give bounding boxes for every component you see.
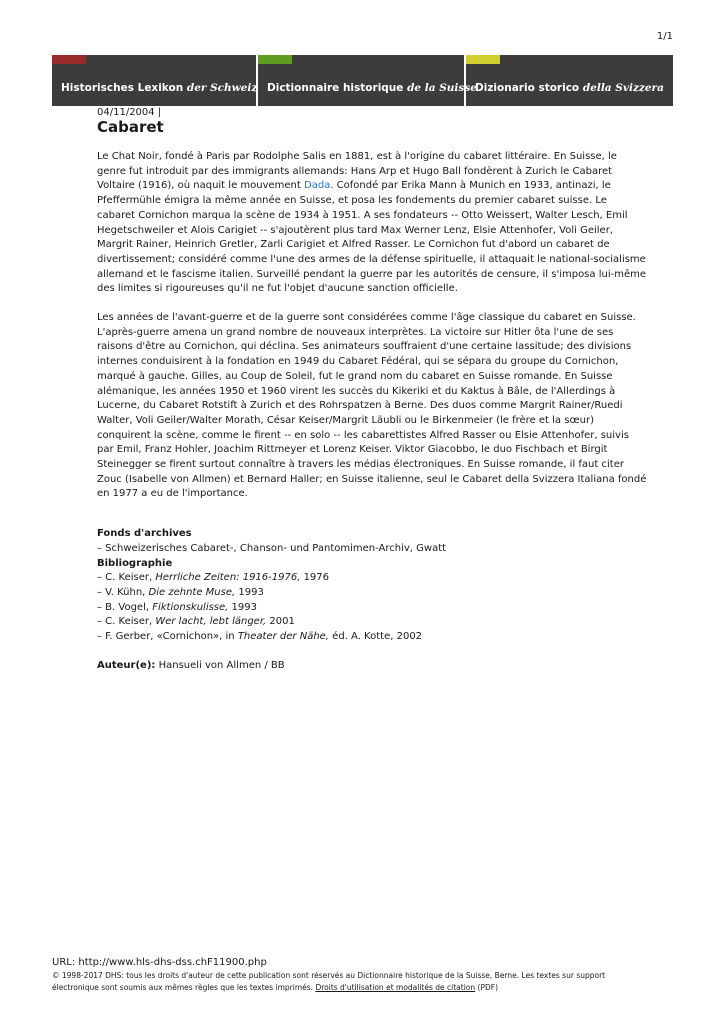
author-line [97,660,647,671]
article-title: Cabaret [97,118,164,136]
article-paragraph-1 [97,150,647,297]
archives-item: – Schweizerisches Cabaret-, Chanson- und Pantomimen-Archiv, Gwatt [97,542,447,554]
paragraph-text: Le Chat Noir, fondé à Paris par Rodolphe Salis en 1881, est à l'origine du cabaret littéraire. En Suisse, le genre fut introduit par des immigrants allemands: Hans Arp et Hugo Ball fondèrent à Zurich le Cabaret Voltaire (1916), où naquit le mouvement [97,151,617,192]
page-footer [52,957,612,993]
bibliography-item: – V. Kühn, Die zehnte Muse, 1993 [97,586,264,598]
site-banner [52,55,673,106]
footer-url: URL: http://www.hls-dhs-dss.chF11900.php [52,957,267,968]
banner-fr-stripe [258,55,292,64]
banner-fr-title: Dictionnaire historique de la Suisse [267,82,477,94]
page-number: 1/1 [656,31,673,42]
banner-it-title: Dizionario storico della Svizzera [475,82,664,94]
bibliography-heading: Bibliographie [97,557,173,569]
author-value: Hansueli von Allmen / BB [155,659,285,671]
bibliography-item: – B. Vogel, Fiktionskulisse, 1993 [97,601,257,613]
banner-de-title: Historisches Lexikon der Schweiz [61,82,258,94]
article-date: 04/11/2004 | [97,107,162,118]
footer-copyright: © 1998-2017 DHS: tous les droits d'auteur de cette publication sont réservés au Dictionnaire historique de la Suisse, Berne. Les textes sur support électronique sont soumis aux mêmes règles que les textes imprimés. Droits d'utilisation et modalités de citation (PDF) [52,971,606,992]
bibliography-item: – C. Keiser, Wer lacht, lebt länger, 2001 [97,616,295,628]
dada-link[interactable]: Dada [304,180,331,192]
citation-rules-link[interactable]: Droits d'utilisation et modalités de citation [315,982,476,992]
archives-heading: Fonds d'archives [97,528,192,540]
bibliography-item: – F. Gerber, «Cornichon», in Theater der Nähe, éd. A. Kotte, 2002 [97,631,423,643]
article [97,107,647,671]
references [97,527,647,645]
author-label: Auteur(e): [97,659,156,671]
article-paragraph-2: Les années de l'avant-guerre et de la guerre sont considérées comme l'âge classique du cabaret en Suisse. L'après-guerre amena un grand nombre de nouveaux interprètes. La victoire sur Hitler ôta l'une de ses raisons d'être au Cornichon, qui déclina. Ses animateurs souffraient d'une certaine lassitude; des divisions internes conduisirent à la fondation en 1949 du Cabaret Fédéral, qui se sépara du groupe du Cornichon, marqué à gauche. Gilles, au Coup de Soleil, fut le grand nom du cabaret en Suisse romande. En Suisse alémanique, les années 1950 et 1960 virent les succès du Kikeriki et du Kaktus à Bâle, de l'Allerdings à Lucerne, du Cabaret Rotstift à Zurich et des Rohrspatzen à Berne. Des duos comme Margrit Rainer/Ruedi Walter, Voli Geiler/Walter Morath, César Keiser/Margrit Läubli ou le Birkenmeier (le frère et la sœur) conquirent la scène, comme le firent -- en solo -- les cabarettistes Alfred Rasser ou Elsie Attenhofer, suivis par Emil, Franz Hohler, Joachim Rittmeyer et Lorenz Keiser. Viktor Giacobbo, le duo Fischbach et Birgit Steinegger se firent surtout connaître à travers les médias électroniques. En Suisse romande, il faut citer Zouc (Isabelle von Allmen) et Bernard Haller; en Suisse italienne, seul le Cabaret della Svizzera Italiana fondé en 1977 a eu de l'importance. [97,312,647,500]
banner-it[interactable] [466,55,673,106]
banner-de[interactable] [52,55,258,106]
banner-fr[interactable] [258,55,477,106]
bibliography-item: – C. Keiser, Herrliche Zeiten: 1916-1976, 1976 [97,572,330,584]
paragraph-text: . Cofondé par Erika Mann à Munich en 1933, antinazi, le Pfeffermühle émigra la même année en Suisse, et posa les fondements du premier cabaret suisse. Le cabaret Cornichon marqua la scène de 1934 à 1951. A ses fondateurs -- Otto Weissert, Walter Lesch, Emil Hegetschweiler et Alois Carigiet -- s'ajoutèrent plus tard Max Werner Lenz, Elsie Attenhofer, Voli Geiler, Margrit Rainer, Heinrich Gretler, Zarli Carigiet et Alfred Rasser. Le Cornichon fut d'abord un cabaret de divertissement; considéré comme l'une des armes de la défense spirituelle, il attaquait le national-socialisme allemand et le fascisme italien. Surveillé pendant la guerre par les autorités de censure, il s'imposa lui-même des limites si rigoureuses qu'il ne fut l'objet d'aucune sanction officielle. [97,180,646,295]
banner-de-stripe [52,55,86,64]
banner-it-stripe [466,55,500,64]
